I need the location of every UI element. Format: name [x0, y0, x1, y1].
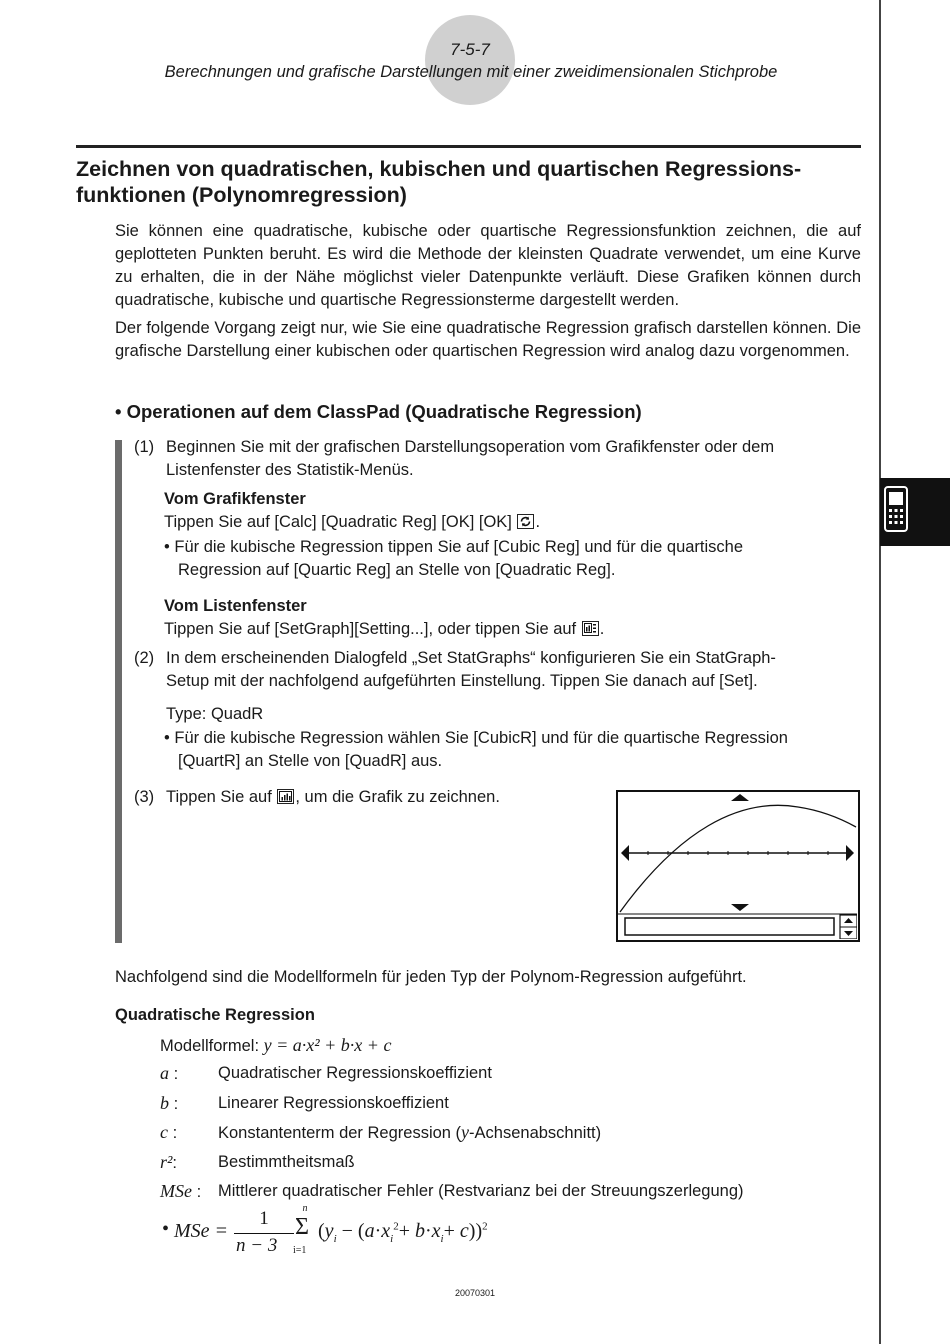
- setgraph-icon: [582, 621, 599, 636]
- step3-number: (3): [134, 788, 155, 806]
- procedure-bar: [115, 440, 122, 943]
- page-number-circle: [425, 15, 515, 105]
- regression-curve: [620, 805, 856, 912]
- operations-heading: • Operationen auf dem ClassPad (Quadratische Regression): [115, 401, 642, 422]
- graph-window-heading: Vom Grafikfenster: [164, 490, 306, 508]
- step2-line1: In dem erscheinenden Dialogfeld „Set StatGraphs“ konfigurieren Sie ein StatGraph-: [166, 649, 776, 667]
- list-window-heading: Vom Listenfenster: [164, 597, 307, 615]
- graph-window-instruction: Tippen Sie auf [Calc] [Quadratic Reg] [OK] [OK] .: [164, 513, 541, 531]
- mse-formula: • MSe = 1 n − 3 n Σ i=1 $(y_i - (a\cdot x_i^2+ b\cdot x_i+ c))^2$: [162, 1203, 488, 1256]
- graph-bullet-line2: Regression auf [Quartic Reg] an Stelle von [Quadratic Reg].: [178, 561, 616, 579]
- step1-line1: Beginnen Sie mit der grafischen Darstellungsoperation vom Grafikfenster oder dem: [166, 438, 775, 456]
- step2-number: (2): [134, 649, 155, 667]
- term-row: c : Konstantenterm der Regression (y-Achsenabschnitt): [160, 1122, 602, 1142]
- term-row: a : Quadratischer Regressionskoeffizient: [160, 1063, 492, 1083]
- step2-line2: Setup mit der nachfolgend aufgeführten Einstellung. Tippen Sie danach auf [Set].: [166, 672, 758, 690]
- step2-bullet-line1: • Für die kubische Regression wählen Sie [CubicR] und für die quartische Regression: [164, 729, 788, 747]
- scroll-left-arrow: [621, 845, 629, 861]
- scroll-down-arrow: [731, 904, 749, 911]
- draw-graph-icon: [277, 789, 294, 804]
- list-window-instruction: Tippen Sie auf [SetGraph][Setting...], oder tippen Sie auf .: [164, 620, 605, 638]
- step1-number: (1): [134, 438, 155, 456]
- header-subtitle: Berechnungen und grafische Darstellungen mit einer zweidimensionalen Stichprobe: [164, 63, 778, 81]
- step3-text: Tippen Sie auf , um die Grafik zu zeichnen.: [166, 788, 500, 806]
- footer-code: 20070301: [454, 1288, 496, 1298]
- calculator-icon: [880, 478, 950, 546]
- model-formula: Modellformel: y = a·x² + b·x + c: [160, 1035, 392, 1055]
- term-row: b : Linearer Regressionskoeffizient: [160, 1092, 449, 1113]
- section-title: Zeichnen von quadratischen, kubischen und quartischen Regressions- funktionen (Polynomregression): [76, 157, 802, 207]
- term-row: r²: Bestimmtheitsmaß: [160, 1151, 355, 1172]
- section-rule: [76, 145, 861, 148]
- page-edge-line: [879, 0, 881, 1344]
- swap-icon: [517, 514, 534, 529]
- quadratic-heading: Quadratische Regression: [115, 1006, 315, 1024]
- intro-paragraph-2: Der folgende Vorgang zeigt nur, wie Sie eine quadratische Regression grafisch darstellen können. Die grafische Darstellung einer kubischen oder quartischen Regression wird analog dazu vorgenommen.: [115, 319, 861, 360]
- type-setting: Type: QuadR: [166, 705, 264, 723]
- step2-bullet-line2: [QuartR] an Stelle von [QuadR] aus.: [178, 752, 443, 770]
- term-row: MSe : Mittlerer quadratischer Fehler (Restvarianz bei der Streuungszerlegung): [160, 1181, 744, 1201]
- terms-list: [160, 1062, 860, 1210]
- models-intro: Nachfolgend sind die Modellformeln für jeden Typ der Polynom-Regression aufgeführt.: [115, 968, 747, 986]
- chapter-tab: [880, 478, 950, 546]
- scroll-up-arrow: [731, 794, 749, 801]
- intro-paragraph-1: Sie können eine quadratische, kubische oder quartische Regressionsfunktion zeichnen, die auf geplotteten Punkten beruht. Es wird die Methode der kleinsten Quadrate verwendet, um eine Kurve zu erhalten, die in der Nähe möglichst vieler Datenpunkte verläuft. Diese Grafiken können durch quadratische, kubische und quartische Regressionsterme dargestellt werden.: [115, 222, 861, 309]
- step1-line2: Listenfenster des Statistik-Menüs.: [166, 461, 414, 479]
- graph-bullet-line1: • Für die kubische Regression tippen Sie auf [Cubic Reg] und für die quartische: [164, 538, 744, 556]
- scroll-right-arrow: [846, 845, 854, 861]
- calculator-screen: [616, 790, 860, 942]
- message-bar: [625, 918, 834, 935]
- page-number: 7-5-7: [450, 40, 490, 59]
